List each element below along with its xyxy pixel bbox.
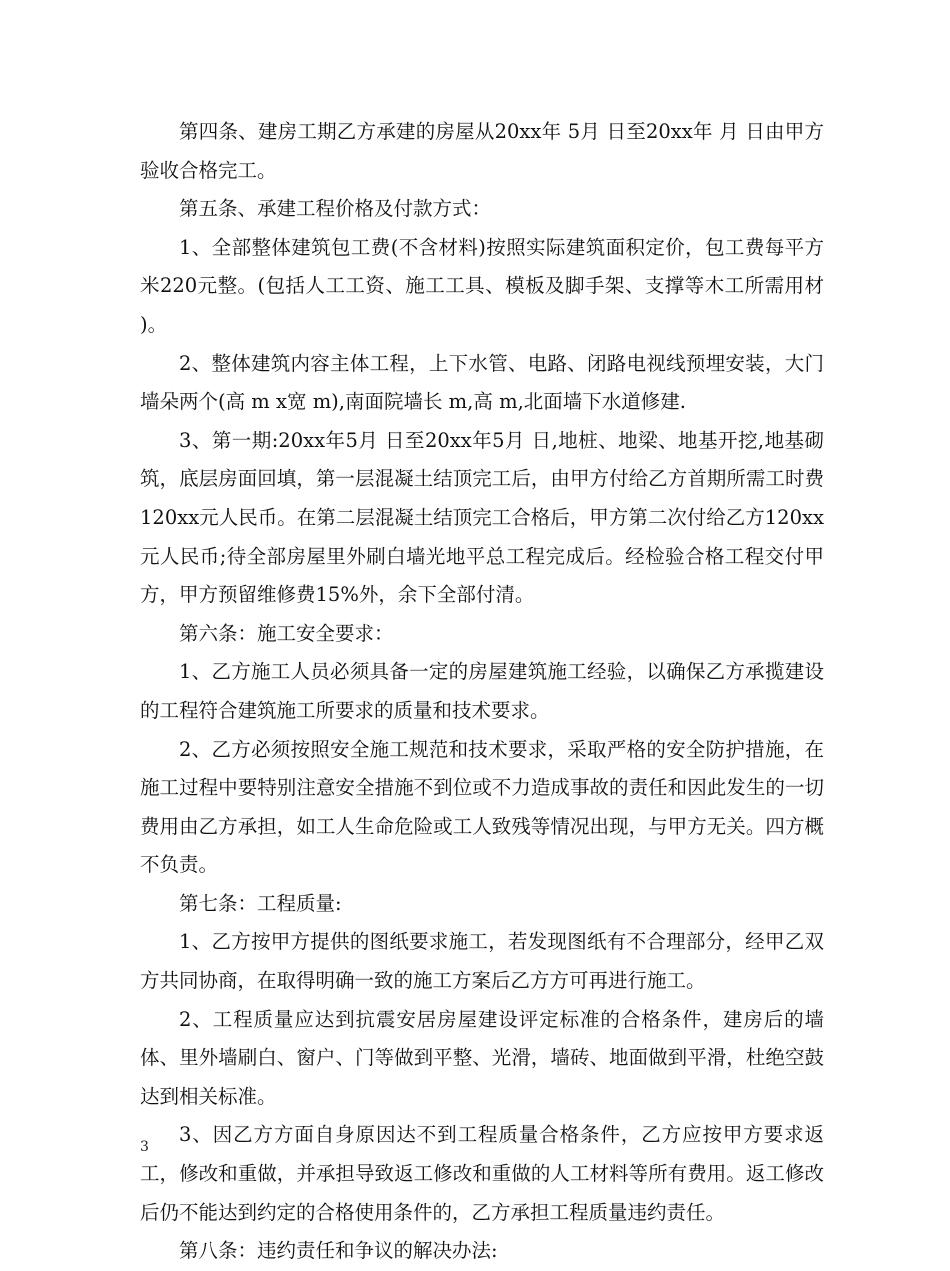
article-7-item-3: 3、因乙方方面自身原因达不到工程质量合格条件，乙方应按甲方要求返工，修改和重做，并承担导致返工修改和重做的人工材料等所有费用。返工修改后仍不能达到约定的合格使用条件的，乙方承担工程质量违约责任。 xyxy=(140,1123,824,1224)
article-7-item-2: 2、工程质量应达到抗震安居房屋建设评定标准的合格条件，建房后的墙体、里外墙刷白、窗户、门等做到平整、光滑，墙砖、地面做到平滑，杜绝空鼓达到相关标准。 xyxy=(140,1007,824,1108)
article-6-item-2: 2、乙方必须按照安全施工规范和技术要求，采取严格的安全防护措施，在施工过程中要特别注意安全措施不到位或不力造成事故的责任和因此发生的一切费用由乙方承担，如工人生命危险或工人致残等情况出现，与甲方无关。四方概不负责。 xyxy=(140,737,824,877)
article-5-heading: 第五条、承建工程价格及付款方式： xyxy=(179,197,492,221)
article-5-item-1: 1、全部整体建筑包工费(不含材料)按照实际建筑面积定价，包工费每平方米220元整。(包括人工工资、施工工具、模板及脚手架、支撑等木工所需用材 )。 xyxy=(140,235,831,336)
article-8-heading: 第八条：违约责任和争议的解决办法: xyxy=(179,1239,498,1263)
article-5-item-2: 2、整体建筑内容主体工程，上下水管、电路、闭路电视线预埋安装，大门墙朵两个(高 m x宽 m),南面院墙长 m,高 m,北面墙下水道修建. xyxy=(140,351,824,414)
article-6-heading: 第六条：施工安全要求： xyxy=(179,621,394,645)
article-6-item-1: 1、乙方施工人员必须具备一定的房屋建筑施工经验，以确保乙方承揽建设的工程符合建筑施工所要求的质量和技术要求。 xyxy=(140,660,824,722)
article-5-item-3: 3、第一期:20xx年5月 日至20xx年5月 日,地桩、地梁、地基开挖,地基砌筑，底层房面回填，第一层混凝土结顶完工后，由甲方付给乙方首期所需工时费120xx元人民币。在第二层混凝土结顶完工合格后，甲方第二次付给乙方120xx元人民币;待全部房屋里外刷白墙光地平总工程完成后。经检验合格工程交付甲方，甲方预留维修费15%外，余下全部付清。 xyxy=(140,428,824,607)
page-number: 3 xyxy=(140,1139,149,1155)
article-7-heading: 第七条：工程质量: xyxy=(179,891,342,915)
document-body xyxy=(140,113,831,1271)
article-4-construction-period: 第四条、建房工期乙方承建的房屋从20xx年 5月 日至20xx年 月 日由甲方验收合格完工。 xyxy=(140,120,824,182)
article-7-item-1: 1、乙方按甲方提供的图纸要求施工，若发现图纸有不合理部分，经甲乙双方共同协商，在取得明确一致的施工方案后乙方方可再进行施工。 xyxy=(140,930,824,993)
